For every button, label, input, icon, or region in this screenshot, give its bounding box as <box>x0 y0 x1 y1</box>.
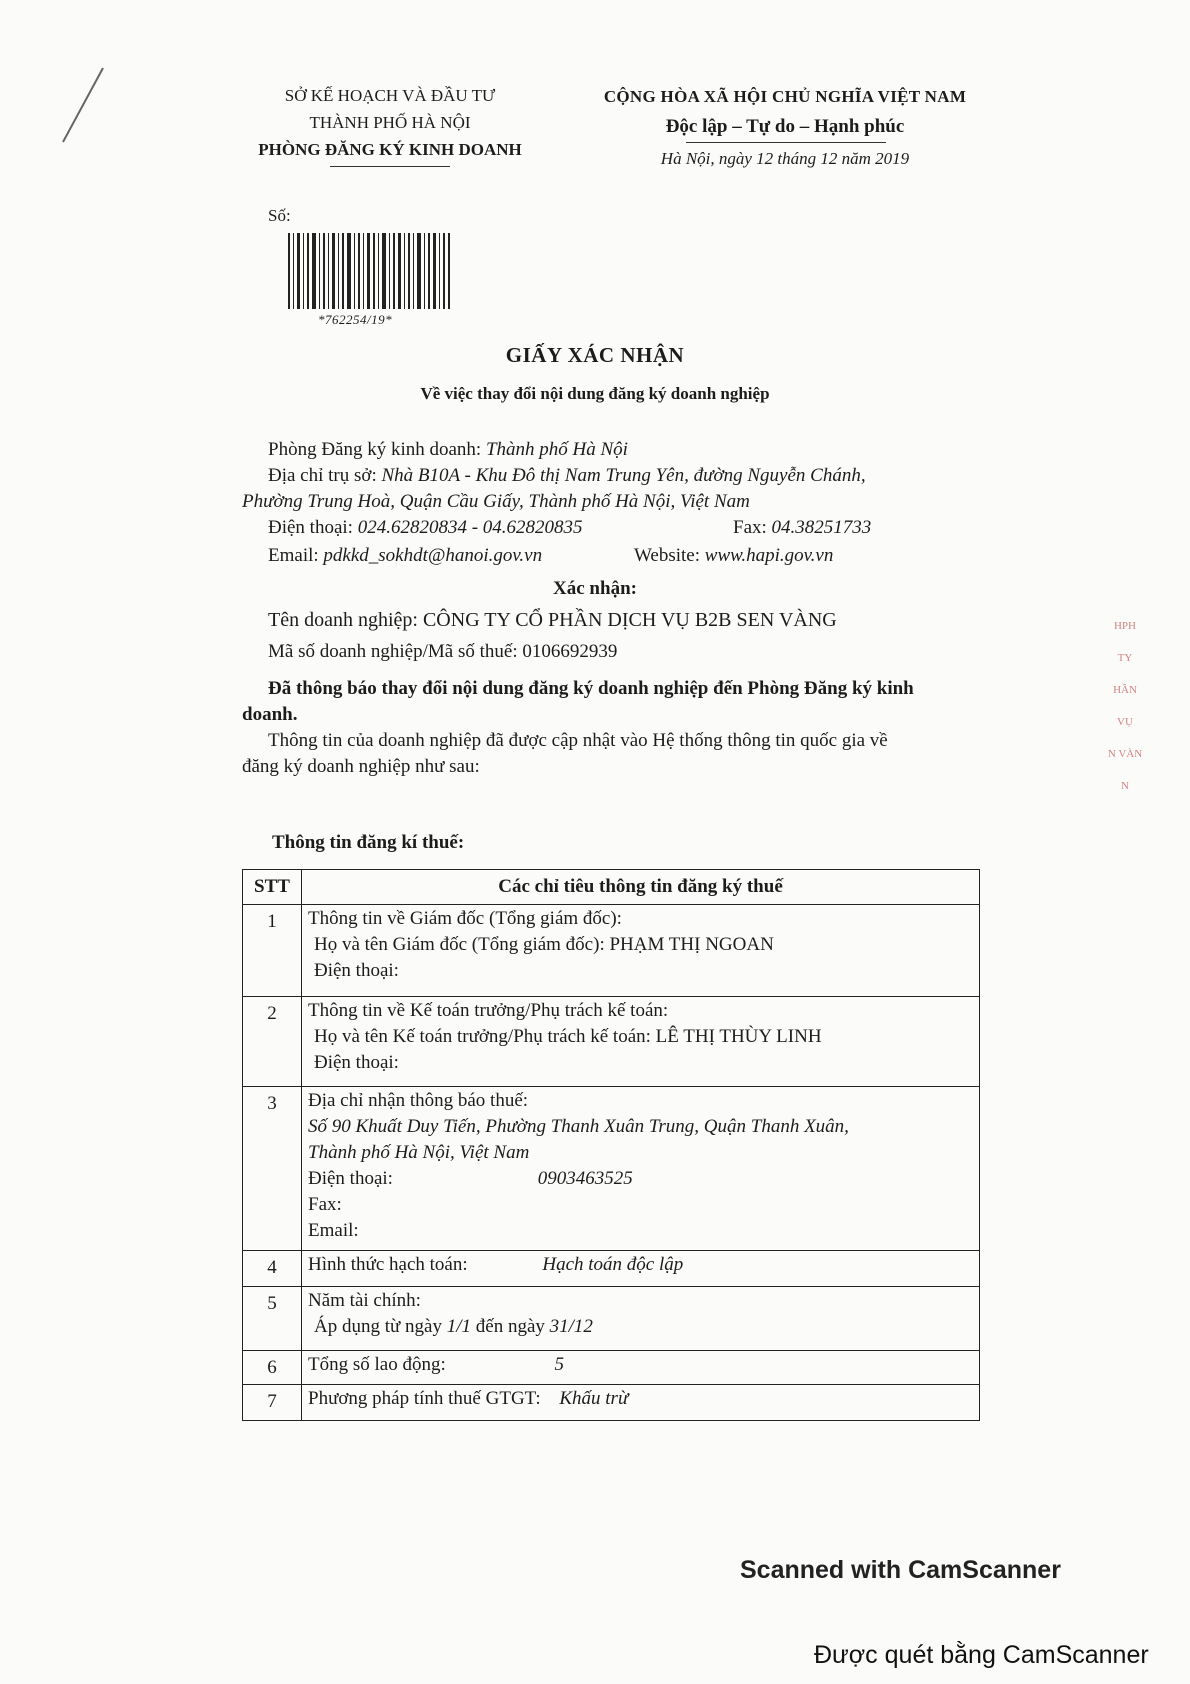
accounting-form-label: Hình thức hạch toán: <box>308 1254 468 1275</box>
stamp-text-6: N <box>1121 780 1129 792</box>
tax-address-heading: Địa chỉ nhận thông báo thuế: <box>308 1090 529 1111</box>
director-heading: Thông tin về Giám đốc (Tổng giám đốc): <box>308 908 622 929</box>
office-address-value-1: Nhà B10A - Khu Đô thị Nam Trung Yên, đường Nguyễn Chánh, <box>381 465 866 486</box>
barcode-number: *762254/19* <box>318 312 393 327</box>
fiscal-to-value: 31/12 <box>549 1316 593 1337</box>
office-name-label: Phòng Đăng ký kinh doanh: <box>268 439 482 460</box>
document-subtitle: Về việc thay đổi nội dung đăng ký doanh nghiệp <box>420 384 770 403</box>
row-number: 3 <box>243 1087 302 1251</box>
office-name-line <box>268 437 628 463</box>
header-criteria: Các chỉ tiêu thông tin đăng ký thuế <box>302 870 980 905</box>
stamp-text-5: N VÀN <box>1107 748 1143 760</box>
country-name: CỘNG HÒA XÃ HỘI CHỦ NGHĨA VIỆT NAM <box>603 87 967 106</box>
office-phone-line <box>268 515 583 541</box>
office-name-value: Thành phố Hà Nội <box>485 439 628 460</box>
motto-underline <box>686 142 886 143</box>
director-phone: Điện thoại: <box>314 960 399 981</box>
header-stt: STT <box>243 870 302 905</box>
table-header-row <box>243 870 980 905</box>
tax-phone-line <box>308 1166 973 1192</box>
notice-text-line-2: đăng ký doanh nghiệp như sau: <box>242 756 480 777</box>
fiscal-year-range <box>308 1314 973 1340</box>
document-number-label: Số: <box>268 206 291 225</box>
issuer-block <box>230 82 550 163</box>
national-header <box>585 82 985 174</box>
scan-artifact-line <box>55 60 115 150</box>
row-content <box>302 997 980 1087</box>
tax-fax-label: Fax: <box>308 1194 342 1215</box>
tax-info-table <box>242 869 980 1421</box>
accountant-heading: Thông tin về Kế toán trưởng/Phụ trách kế toán: <box>308 1000 669 1021</box>
tax-phone-label: Điện thoại: <box>308 1168 393 1189</box>
office-fax-value: 04.38251733 <box>771 517 872 538</box>
office-email-label: Email: <box>268 545 319 566</box>
tax-address-line-2: Thành phố Hà Nội, Việt Nam <box>308 1142 530 1163</box>
notice-text-line-1: Thông tin của doanh nghiệp đã được cập nhật vào Hệ thống thông tin quốc gia về <box>268 730 888 751</box>
office-website-line <box>634 543 833 569</box>
tax-address-line-1: Số 90 Khuất Duy Tiến, Phường Thanh Xuân Trung, Quận Thanh Xuân, <box>308 1116 849 1137</box>
company-name-line: Tên doanh nghiệp: CÔNG TY CỔ PHẦN DỊCH VỤ B2B SEN VÀNG <box>268 609 837 631</box>
row-content <box>302 1287 980 1351</box>
office-address-label: Địa chỉ trụ sở: <box>268 465 377 486</box>
office-phone-value: 024.62820834 - 04.62820835 <box>357 517 583 538</box>
camscanner-watermark-vi: Được quét bằng CamScanner <box>814 1641 1149 1669</box>
table-row <box>243 1087 980 1251</box>
fiscal-from-label: Áp dụng từ ngày <box>314 1316 442 1337</box>
vat-method-value: Khấu trừ <box>559 1388 629 1409</box>
labor-count-label: Tổng số lao động: <box>308 1354 446 1375</box>
row-content <box>302 1087 980 1251</box>
row-number: 1 <box>243 905 302 997</box>
fiscal-year-label: Năm tài chính: <box>308 1290 421 1311</box>
tax-email-label: Email: <box>308 1220 359 1241</box>
document-title: GIẤY XÁC NHẬN <box>505 343 685 367</box>
stamp-text-3: HẦN <box>1113 684 1137 696</box>
row-number: 7 <box>243 1385 302 1421</box>
row-content <box>302 905 980 997</box>
office-phone-label: Điện thoại: <box>268 517 353 538</box>
table-row <box>243 1287 980 1351</box>
fiscal-to-label: đến ngày <box>475 1316 545 1337</box>
labor-count-value: 5 <box>554 1354 564 1375</box>
office-website-label: Website: <box>634 545 701 566</box>
camscanner-watermark: Scanned with CamScanner <box>740 1556 1061 1584</box>
issuer-line-3: PHÒNG ĐĂNG KÝ KINH DOANH <box>258 140 522 159</box>
office-fax-label: Fax: <box>733 517 767 538</box>
table-row <box>243 1351 980 1385</box>
vat-method-label: Phương pháp tính thuế GTGT: <box>308 1388 541 1409</box>
table-row <box>243 905 980 997</box>
stamp-text-1: ΗΡΗ <box>1113 620 1136 632</box>
notice-bold-line-1: Đã thông báo thay đổi nội dung đăng ký doanh nghiệp đến Phòng Đăng ký kinh <box>268 678 914 699</box>
issuer-line-1: SỞ KẾ HOẠCH VÀ ĐẦU TƯ <box>284 86 496 105</box>
row-number: 4 <box>243 1251 302 1287</box>
accountant-phone: Điện thoại: <box>314 1052 399 1073</box>
confirm-heading: Xác nhận: <box>553 578 637 599</box>
issuer-line-2: THÀNH PHỐ HÀ NỘI <box>309 113 471 132</box>
issue-date: Hà Nội, ngày 12 tháng 12 năm 2019 <box>660 149 910 168</box>
national-motto: Độc lập – Tự do – Hạnh phúc <box>665 116 905 137</box>
row-content <box>302 1351 980 1385</box>
tax-info-title: Thông tin đăng kí thuế: <box>272 832 465 853</box>
stamp-text-4: VỤ <box>1117 716 1133 728</box>
accountant-name: Họ và tên Kế toán trưởng/Phụ trách kế toán: LÊ THỊ THÙY LINH <box>314 1026 822 1047</box>
row-number: 6 <box>243 1351 302 1385</box>
row-number: 2 <box>243 997 302 1087</box>
office-website-value: www.hapi.gov.vn <box>704 545 834 566</box>
director-name: Họ và tên Giám đốc (Tổng giám đốc): PHẠM THỊ NGOAN <box>314 934 774 955</box>
table-row <box>243 1251 980 1287</box>
accounting-form-value: Hạch toán độc lập <box>542 1254 684 1275</box>
barcode-image <box>288 233 450 309</box>
stamp-fragment <box>1090 610 1160 810</box>
table-row <box>243 1385 980 1421</box>
row-number: 5 <box>243 1287 302 1351</box>
office-address-value-2: Phường Trung Hoà, Quận Cầu Giấy, Thành phố Hà Nội, Việt Nam <box>242 491 750 512</box>
office-address-line-2 <box>242 489 750 515</box>
issuer-underline <box>330 166 450 167</box>
table-row <box>243 997 980 1087</box>
office-email-line <box>268 543 542 569</box>
fiscal-from-value: 1/1 <box>446 1316 472 1337</box>
notice-bold-line-2: doanh. <box>242 704 298 725</box>
stamp-text-2: TY <box>1117 652 1133 664</box>
row-content <box>302 1251 980 1287</box>
tax-phone-value: 0903463525 <box>537 1168 633 1189</box>
office-address-line-1 <box>268 463 866 489</box>
office-fax-line <box>733 515 871 541</box>
office-email-value: pdkkd_sokhdt@hanoi.gov.vn <box>323 545 543 566</box>
row-content <box>302 1385 980 1421</box>
company-code-line: Mã số doanh nghiệp/Mã số thuế: 0106692939 <box>268 641 618 662</box>
